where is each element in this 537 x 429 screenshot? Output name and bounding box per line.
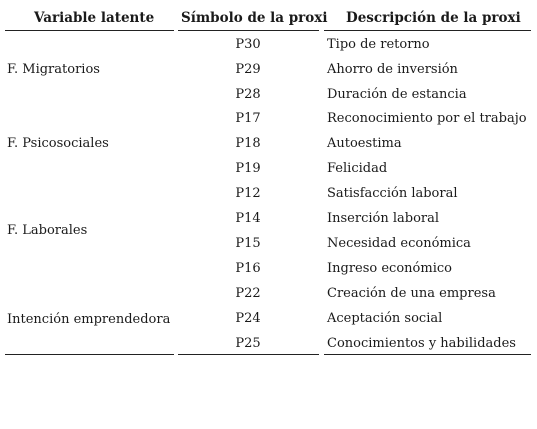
row-description: Reconocimiento por el trabajo — [327, 111, 527, 126]
row-description: Duración de estancia — [327, 87, 467, 102]
row-symbol: P16 — [235, 261, 261, 276]
row-symbol: P25 — [235, 336, 261, 351]
row-description: Ahorro de inversión — [327, 62, 458, 77]
row-symbol: P30 — [235, 37, 261, 52]
row-description: Tipo de retorno — [327, 37, 430, 52]
row-description: Autoestima — [327, 136, 402, 151]
group-label-migratorios: F. Migratorios — [7, 62, 100, 77]
row-symbol: P22 — [235, 286, 261, 301]
row-description: Conocimientos y habilidades — [327, 336, 516, 351]
group-label-psicosociales: F. Psicosociales — [7, 136, 109, 151]
row-description: Necesidad económica — [327, 236, 471, 251]
group-label-intencion: Intención emprendedora — [7, 312, 171, 327]
row-symbol: P19 — [235, 161, 261, 176]
row-description: Ingreso económico — [327, 261, 452, 276]
bottom-rule-symbol — [178, 354, 319, 355]
row-description: Creación de una empresa — [327, 286, 496, 301]
row-symbol: P12 — [235, 186, 261, 201]
header-rule-description — [324, 30, 531, 31]
row-description: Aceptación social — [327, 311, 443, 326]
row-symbol: P28 — [235, 87, 261, 102]
row-symbol: P14 — [235, 211, 261, 226]
row-symbol: P29 — [235, 62, 261, 77]
bottom-rule-description — [324, 354, 531, 355]
header-latent-variable: Variable latente — [34, 10, 155, 26]
bottom-rule-latent — [5, 354, 174, 355]
row-symbol: P17 — [235, 111, 261, 126]
row-symbol: P18 — [235, 136, 261, 151]
header-proxy-symbol: Símbolo de la proxi — [181, 10, 328, 26]
header-rule-latent — [5, 30, 174, 31]
row-description: Felicidad — [327, 161, 388, 176]
header-proxy-description: Descripción de la proxi — [346, 10, 521, 26]
header-rule-symbol — [178, 30, 319, 31]
group-label-laborales: F. Laborales — [7, 223, 88, 238]
row-description: Inserción laboral — [327, 211, 440, 226]
row-symbol: P15 — [235, 236, 261, 251]
row-description: Satisfacción laboral — [327, 186, 458, 201]
row-symbol: P24 — [235, 311, 261, 326]
